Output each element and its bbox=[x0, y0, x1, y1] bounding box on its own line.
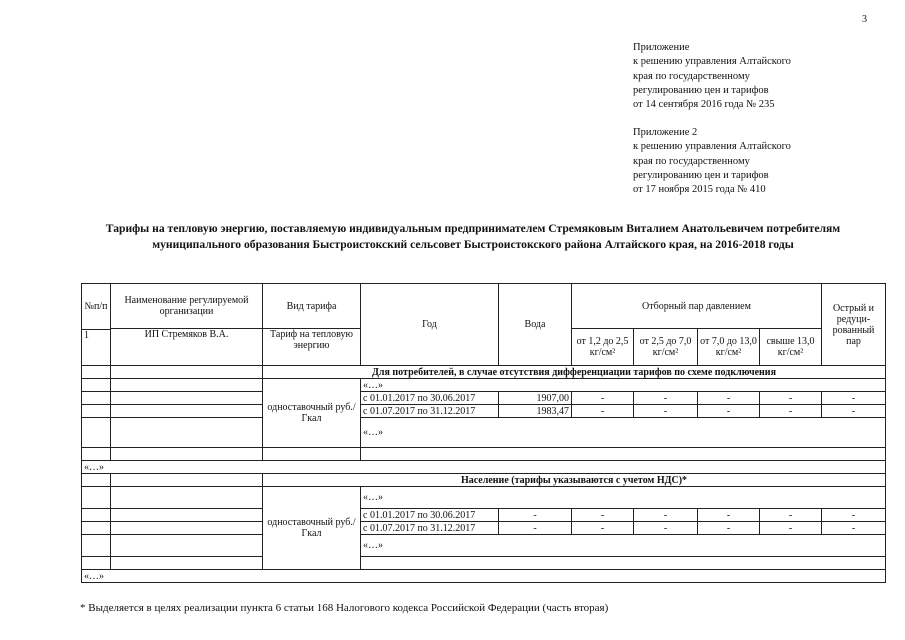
section1-title: Для потребителей, в случае отсутствия дифференциации тарифов по схеме подключения bbox=[263, 366, 886, 379]
ellipsis-cell: «…» bbox=[361, 487, 886, 509]
dash-cell: - bbox=[698, 522, 760, 535]
org-tariff-type: Тариф на тепловую энергию bbox=[263, 329, 361, 366]
period-cell: с 01.07.2017 по 31.12.2017 bbox=[361, 522, 499, 535]
table-row bbox=[82, 557, 886, 570]
table-row bbox=[82, 379, 886, 392]
ellipsis-row bbox=[82, 461, 886, 474]
dash-cell: - bbox=[822, 392, 886, 405]
approval-block-1 bbox=[633, 41, 883, 112]
approval-line: к решению управления Алтайского bbox=[633, 141, 791, 153]
table-row bbox=[82, 448, 886, 461]
rate-type: одноставочный руб./Гкал bbox=[263, 487, 361, 570]
approval-block-2 bbox=[633, 126, 883, 197]
approval-line: регулированию цен и тарифов bbox=[633, 169, 769, 181]
dash-cell: - bbox=[634, 405, 698, 418]
water-cell: 1907,00 bbox=[499, 392, 572, 405]
header-sharp-steam: Острый и редуци-рованный пар bbox=[822, 284, 886, 366]
header-period: Год bbox=[361, 284, 499, 366]
dash-cell: - bbox=[760, 405, 822, 418]
header-steam-1: от 1,2 до 2,5 кг/см² bbox=[572, 329, 634, 366]
dash-cell: - bbox=[572, 392, 634, 405]
approval-line: Приложение 2 bbox=[633, 127, 698, 138]
approval-line: края по государственному bbox=[633, 155, 750, 167]
header-steam-2: от 2,5 до 7,0 кг/см² bbox=[634, 329, 698, 366]
water-cell: - bbox=[499, 522, 572, 535]
header-steam-3: от 7,0 до 13,0 кг/см² bbox=[698, 329, 760, 366]
table-row bbox=[82, 535, 886, 557]
header-steam-4: свыше 13,0 кг/см² bbox=[760, 329, 822, 366]
header-org: Наименование регулируемой организации bbox=[111, 284, 263, 329]
header-steam-group: Отборный пар давлением bbox=[572, 284, 822, 329]
approval-line: к решению управления Алтайского bbox=[633, 56, 791, 68]
org-name: ИП Стремяков В.А. bbox=[111, 329, 263, 366]
dash-cell: - bbox=[634, 522, 698, 535]
dash-cell: - bbox=[822, 509, 886, 522]
dash-cell: - bbox=[698, 392, 760, 405]
ellipsis-cell: «…» bbox=[361, 418, 886, 448]
water-cell: 1983,47 bbox=[499, 405, 572, 418]
dash-cell: - bbox=[572, 405, 634, 418]
table-row bbox=[82, 522, 886, 535]
period-cell: с 01.01.2017 по 30.06.2017 bbox=[361, 392, 499, 405]
footnote: * Выделяется в целях реализации пункта 6 статьи 168 Налогового кодекса Российской Федерации (часть вторая) bbox=[80, 602, 609, 614]
dash-cell: - bbox=[760, 522, 822, 535]
ellipsis-cell: «…» bbox=[361, 379, 886, 392]
tariff-table bbox=[81, 283, 886, 583]
dash-cell: - bbox=[760, 392, 822, 405]
ellipsis-row bbox=[82, 570, 886, 583]
approval-line: от 17 ноября 2015 года № 410 bbox=[633, 184, 766, 196]
dash-cell: - bbox=[634, 392, 698, 405]
page-number: 3 bbox=[862, 14, 867, 25]
rate-type: одноставочный руб./Гкал bbox=[263, 379, 361, 448]
approval-line: Приложение bbox=[633, 42, 690, 53]
table-row bbox=[82, 418, 886, 448]
header-tariff-type: Вид тарифа bbox=[263, 284, 361, 329]
period-cell: с 01.01.2017 по 30.06.2017 bbox=[361, 509, 499, 522]
ellipsis-cell: «…» bbox=[361, 535, 886, 557]
dash-cell: - bbox=[760, 509, 822, 522]
dash-cell: - bbox=[822, 522, 886, 535]
approval-line: регулированию цен и тарифов bbox=[633, 84, 769, 96]
dash-cell: - bbox=[572, 509, 634, 522]
period-cell: с 01.07.2017 по 31.12.2017 bbox=[361, 405, 499, 418]
dash-cell: - bbox=[634, 509, 698, 522]
section1-title-row bbox=[82, 366, 886, 379]
ellipsis-cell: «…» bbox=[82, 570, 886, 583]
header-num: №п/п bbox=[82, 284, 111, 330]
table-row bbox=[82, 392, 886, 405]
table-row bbox=[82, 509, 886, 522]
dash-cell: - bbox=[698, 509, 760, 522]
dash-cell: - bbox=[572, 522, 634, 535]
table-row bbox=[82, 405, 886, 418]
section2-title-row bbox=[82, 474, 886, 487]
org-num: 1 bbox=[82, 330, 111, 366]
header-water: Вода bbox=[499, 284, 572, 366]
table-row bbox=[82, 487, 886, 509]
section2-title: Население (тарифы указываются с учетом НДС)* bbox=[263, 474, 886, 487]
dash-cell: - bbox=[822, 405, 886, 418]
dash-cell: - bbox=[698, 405, 760, 418]
approval-line: края по государственному bbox=[633, 70, 750, 82]
ellipsis-cell: «…» bbox=[82, 461, 886, 474]
approval-line: от 14 сентября 2016 года № 235 bbox=[633, 99, 775, 111]
header-row bbox=[82, 284, 886, 329]
water-cell: - bbox=[499, 509, 572, 522]
document-title: Тарифы на тепловую энергию, поставляемую индивидуальным предпринимателем Стремяковым Виталием Анатольевичем потребителям муниципального образования Быстроистокский сельсовет Быстроистокского района Алтайского края, на 2016-2018 годы bbox=[105, 222, 841, 251]
